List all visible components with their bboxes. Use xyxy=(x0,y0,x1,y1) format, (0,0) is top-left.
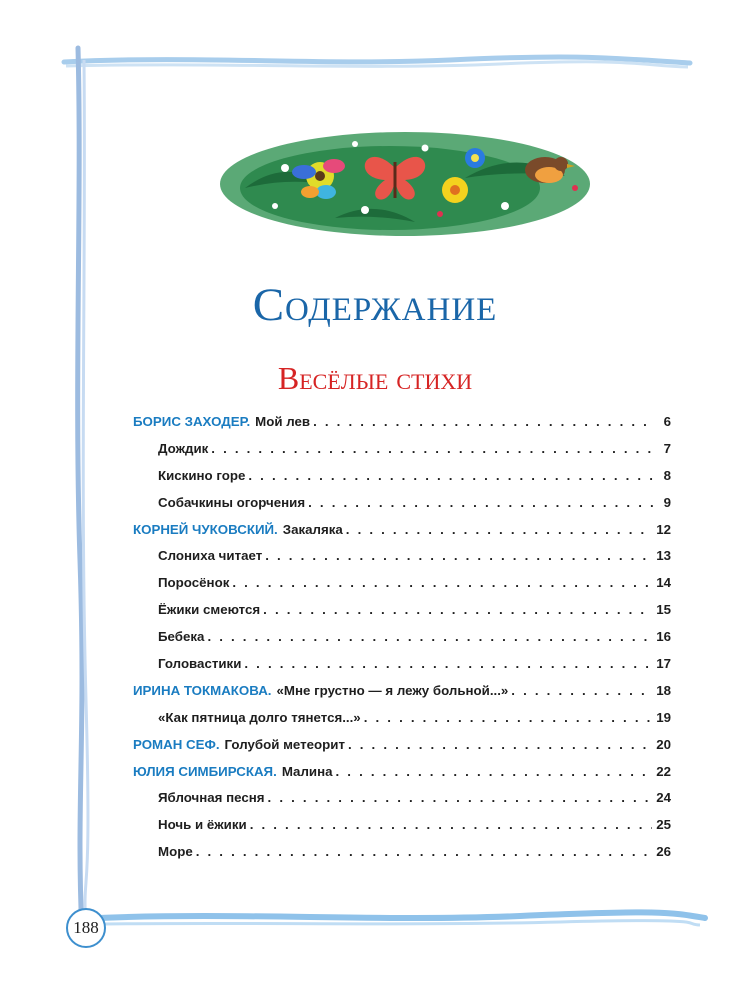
toc-entry xyxy=(133,468,671,495)
toc-work-title: Ёжики смеются xyxy=(158,602,261,618)
section-title: Весёлые стихи xyxy=(277,360,473,396)
toc-work-title: Яблочная песня xyxy=(158,790,265,806)
toc-leader-dots xyxy=(364,710,653,725)
toc-leader-dots xyxy=(313,414,653,429)
toc-entry xyxy=(133,790,671,817)
toc-page-number: 7 xyxy=(663,440,671,456)
toc-work-title: Голубой метеорит xyxy=(224,736,345,752)
toc-entry xyxy=(133,844,671,871)
toc-work-title: Бебека xyxy=(158,629,205,645)
toc-entry xyxy=(133,548,671,575)
toc-leader-dots xyxy=(263,602,652,617)
toc-leader-dots xyxy=(211,441,653,456)
toc-entry xyxy=(133,522,671,549)
toc-page-number: 15 xyxy=(656,602,671,618)
toc-work-title: Море xyxy=(158,844,193,860)
toc-entry xyxy=(133,710,671,737)
toc-work-title: Слониха читает xyxy=(158,548,263,564)
toc-leader-dots xyxy=(308,495,653,510)
toc-page-number: 17 xyxy=(656,656,671,672)
toc-entry xyxy=(133,575,671,602)
toc-page-number: 8 xyxy=(663,467,671,483)
toc-entry xyxy=(133,441,671,468)
toc-entry xyxy=(133,602,671,629)
toc-page-number: 24 xyxy=(656,790,671,806)
toc-entry xyxy=(133,629,671,656)
toc-page-number: 16 xyxy=(656,629,671,645)
toc-work-title: «Мне грустно — я лежу больной...» xyxy=(276,682,509,698)
page-title: Содержание xyxy=(252,279,498,331)
toc-leader-dots xyxy=(196,844,652,859)
toc-work-title: Дождик xyxy=(158,440,209,456)
toc-page-number: 18 xyxy=(656,682,671,698)
toc-leader-dots xyxy=(348,737,652,752)
toc-page-number: 22 xyxy=(656,763,671,779)
toc-leader-dots xyxy=(268,790,653,805)
toc-work-title: «Как пятница долго тянется...» xyxy=(158,709,361,725)
toc-work-title: Головастики xyxy=(158,656,242,672)
toc-work-title: Собачкины огорчения xyxy=(158,494,306,510)
toc-work-title: Поросёнок xyxy=(158,575,230,591)
toc-entry xyxy=(133,414,671,441)
toc-work-title: Мой лев xyxy=(255,414,311,429)
toc-entry xyxy=(133,764,671,791)
toc-author: БОРИС ЗАХОДЕР. xyxy=(133,414,251,429)
toc-author: ИРИНА ТОКМАКОВА. xyxy=(133,682,272,698)
toc-leader-dots xyxy=(244,656,652,671)
toc-author: РОМАН СЕФ. xyxy=(133,736,220,752)
toc-page-number: 14 xyxy=(656,575,671,591)
toc-entry xyxy=(133,683,671,710)
toc-author: ЮЛИЯ СИМБИРСКАЯ. xyxy=(133,763,277,779)
toc-work-title: Закаляка xyxy=(282,521,343,537)
toc-leader-dots xyxy=(346,522,652,537)
toc-entry xyxy=(133,737,671,764)
toc-entry xyxy=(133,817,671,844)
toc-page-number: 19 xyxy=(656,709,671,725)
toc-leader-dots xyxy=(250,817,653,832)
toc-leader-dots xyxy=(207,629,652,644)
table-of-contents xyxy=(133,414,671,871)
toc-page-number: 6 xyxy=(663,414,671,429)
toc-entry xyxy=(133,656,671,683)
toc-page-number: 12 xyxy=(656,521,671,537)
floral-ornament-illustration xyxy=(215,118,595,248)
page-number-badge: 188 xyxy=(66,908,106,948)
toc-work-title: Ночь и ёжики xyxy=(158,817,247,833)
toc-author: КОРНЕЙ ЧУКОВСКИЙ. xyxy=(133,521,278,537)
toc-page-number: 9 xyxy=(663,494,671,510)
toc-leader-dots xyxy=(336,764,653,779)
toc-page-number: 26 xyxy=(656,844,671,860)
toc-work-title: Кискино горе xyxy=(158,467,246,483)
toc-page-number: 25 xyxy=(656,817,671,833)
toc-work-title: Малина xyxy=(281,763,333,779)
toc-leader-dots xyxy=(248,468,653,483)
toc-leader-dots xyxy=(232,575,652,590)
toc-leader-dots xyxy=(265,548,652,563)
toc-page-number: 20 xyxy=(656,736,671,752)
toc-leader-dots xyxy=(511,683,652,698)
toc-page-number: 13 xyxy=(656,548,671,564)
toc-entry xyxy=(133,495,671,522)
